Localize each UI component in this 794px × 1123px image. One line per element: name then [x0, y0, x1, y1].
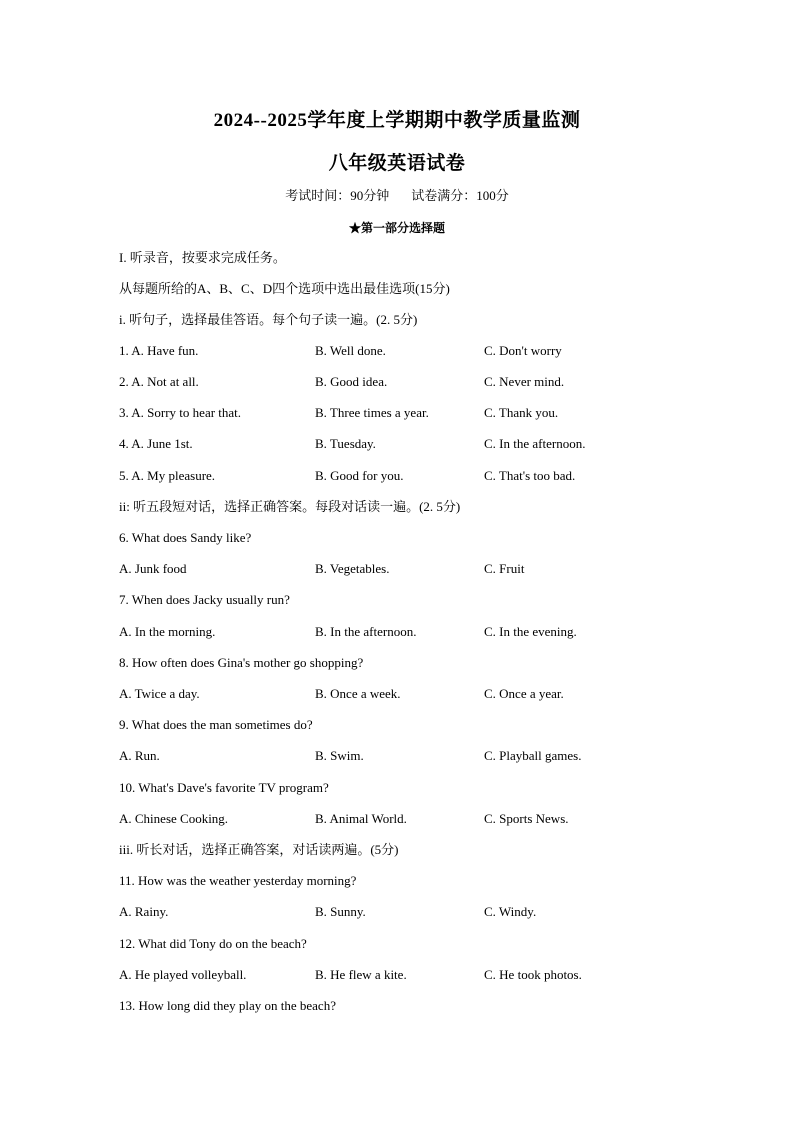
q10-option-b: B. Animal World.: [315, 811, 407, 826]
q4-option-a: 4. A. June 1st.: [119, 436, 193, 451]
full-score: 试卷满分：100分: [411, 188, 509, 203]
q5-option-b: B. Good for you.: [315, 468, 404, 483]
q2-option-a: 2. A. Not at all.: [119, 374, 199, 389]
q13-question: 13. How long did they play on the beach?: [119, 998, 336, 1013]
q11-question: 11. How was the weather yesterday morning?: [119, 873, 357, 888]
part-ii-heading: ii: 听五段短对话，选择正确答案。每段对话读一遍。(2. 5分): [119, 499, 461, 514]
q7-option-c: C. In the evening.: [484, 624, 577, 639]
q2-option-c: C. Never mind.: [484, 374, 565, 389]
q3-option-b: B. Three times a year.: [315, 405, 429, 420]
q5-option-a: 5. A. My pleasure.: [119, 468, 216, 483]
q12-question: 12. What did Tony do on the beach?: [119, 936, 307, 951]
q1-option-a: 1. A. Have fun.: [119, 343, 199, 358]
q10-option-c: C. Sports News.: [484, 811, 569, 826]
section-heading: I. 听录音，按要求完成任务。: [119, 250, 286, 265]
q8-question: 8. How often does Gina's mother go shopping?: [119, 655, 364, 670]
part-iii-heading: iii. 听长对话，选择正确答案，对话读两遍。(5分): [119, 842, 399, 857]
q11-option-b: B. Sunny.: [315, 904, 366, 919]
exam-time: 考试时间：90分钟: [285, 188, 390, 203]
q6-option-a: A. Junk food: [119, 561, 187, 576]
q9-question: 9. What does the man sometimes do?: [119, 717, 313, 732]
q7-option-a: A. In the morning.: [119, 624, 216, 639]
q2-option-b: B. Good idea.: [315, 374, 388, 389]
q1-option-c: C. Don't worry: [484, 343, 562, 358]
q3-option-c: C. Thank you.: [484, 405, 559, 420]
exam-title: 2024--2025学年度上学期期中教学质量监测: [213, 110, 581, 131]
q5-option-c: C. That's too bad.: [484, 468, 576, 483]
q11-option-c: C. Windy.: [484, 904, 537, 919]
q8-option-b: B. Once a week.: [315, 686, 401, 701]
part-heading: ★第一部分选择题: [348, 221, 445, 235]
exam-subtitle: 八年级英语试卷: [328, 153, 466, 174]
q10-option-a: A. Chinese Cooking.: [119, 811, 229, 826]
q4-option-c: C. In the afternoon.: [484, 436, 586, 451]
q9-option-a: A. Run.: [119, 748, 160, 763]
q10-question: 10. What's Dave's favorite TV program?: [119, 780, 329, 795]
q12-option-c: C. He took photos.: [484, 967, 582, 982]
q11-option-a: A. Rainy.: [119, 904, 169, 919]
q7-option-b: B. In the afternoon.: [315, 624, 417, 639]
section-instruction: 从每题所给的A、B、C、D四个选项中选出最佳选项(15分): [119, 281, 450, 296]
q1-option-b: B. Well done.: [315, 343, 386, 358]
q8-option-a: A. Twice a day.: [119, 686, 200, 701]
q12-option-a: A. He played volleyball.: [119, 967, 247, 982]
q8-option-c: C. Once a year.: [484, 686, 564, 701]
q4-option-b: B. Tuesday.: [315, 436, 376, 451]
q7-question: 7. When does Jacky usually run?: [119, 592, 290, 607]
exam-meta: [0, 185, 794, 204]
part-i-heading: i. 听句子，选择最佳答语。每个句子读一遍。(2. 5分): [119, 312, 418, 327]
q6-option-c: C. Fruit: [484, 561, 525, 576]
q9-option-b: B. Swim.: [315, 748, 364, 763]
q12-option-b: B. He flew a kite.: [315, 967, 407, 982]
q6-question: 6. What does Sandy like?: [119, 530, 252, 545]
q3-option-a: 3. A. Sorry to hear that.: [119, 405, 242, 420]
q9-option-c: C. Playball games.: [484, 748, 582, 763]
q6-option-b: B. Vegetables.: [315, 561, 390, 576]
